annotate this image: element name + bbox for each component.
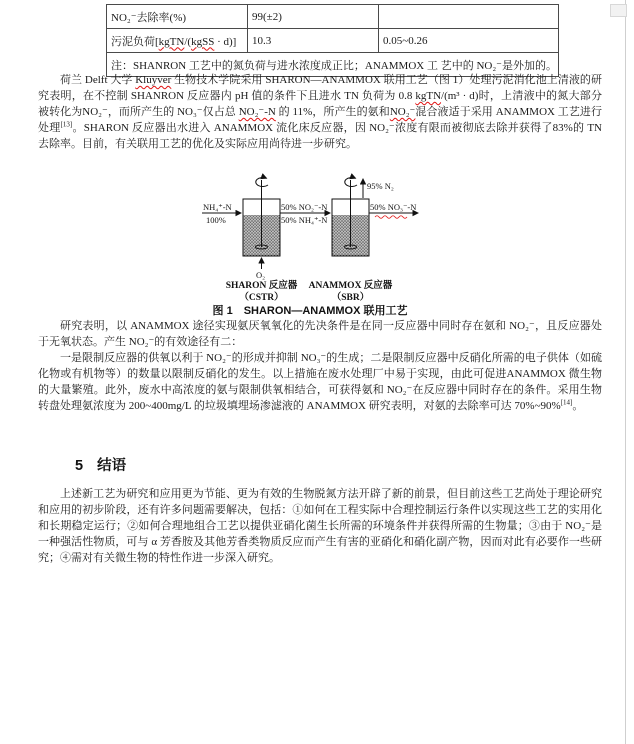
table-cell-empty [379,5,559,29]
intermediate-label-top: 50% NO₂⁻-N [281,202,328,212]
table-cell-param: 污泥负荷[kgTN/(kgSS · d)] [107,29,248,53]
paragraph-two-pathways: 一是限制反应器的供氧以利于 NO₂⁻的形成并抑制 NO₃⁻的生成；二是限制反应器中反硝化所需的电子供体（如硫化物或有机物等）的数量以限制反硝化的发生。以上措施在废水处理厂中易于实现，由此可促进ANAMMOX 微生物的大量繁殖。此外，废水中高浓度的氨与限制供氧相结合，可获得氨和 NO₂⁻在反应器中同时存在的条件。采用生物转盘处理氨浓度为 200~400mg/L 的垃圾填埋场渗滤液的 ANAMMOX 研究表明，对氨的去除率可达 70%~90%[14]。 [38,352,602,412]
influent-label-bottom: 100% [206,215,226,225]
nitrogen-gas-label: 95% N₂ [367,181,394,191]
oxygen-label: O₂ [256,270,266,280]
table-cell-value: 10.3 [248,29,379,53]
intermediate-label-bottom: 50% NH₄⁺-N [281,215,328,225]
page-edge-line [625,0,626,744]
reactor2-name: ANAMMOX 反应器 [308,281,393,291]
table-cell-param: NO₂⁻去除率(%) [107,5,248,29]
table-note: 注：SHANRON 工艺中的氮负荷与进水浓度成正比；ANAMMOX 工 艺中的 NO₂⁻是外加的。 [107,53,559,77]
reactor1-type: （CSTR） [239,293,284,303]
parameters-table [106,4,559,77]
paragraph-conclusion: 上述新工艺为研究和应用更为节能、更为有效的生物脱氮方法开辟了新的前景，但目前这些工艺尚处于理论研究和应用的初步阶段，还有许多问题需要解决，包括：①如何在工程实际中合理控制运行条件以实现这些工艺的实用化和长期稳定运行；②如何合理地组合工艺以提供亚硝化菌生长所需的环境条件并获得所需的生物量；③由于 NO₂⁻是一种强活性物质，可与 α 芳香胺及其他芳香类物质反应而产生有害的亚硝化和硝化副产物，因而对此有必要作一些研究；④需对有关微生物的特性作进一步深入研究。 [38,488,602,564]
section-number: 5 [75,458,84,474]
squiggle-underline [375,216,407,219]
table-row [107,5,559,29]
figure-caption: 图 1 SHARON—ANAMMOX 联用工艺 [212,305,408,317]
effluent-label: 50% NO₃⁻-N [370,202,417,212]
reactor1-name: SHARON 反应器 [225,281,298,291]
figure-1-diagram [170,172,470,320]
influent-label-top: NH₄⁺-N [203,202,232,212]
table-cell-value: 0.05~0.26 [379,29,559,53]
table-row [107,29,559,53]
figure-1 [170,172,470,320]
table-cell-value: 99(±2) [248,5,379,29]
reactor2-type: （SBR） [331,293,370,303]
section-title: 结语 [97,458,127,474]
page-corner-artifact [610,4,627,17]
paragraph-prerequisites: 研究表明，以 ANAMMOX 途径实现氨厌氧氧化的先决条件是在同一反应器中同时存在氨和 NO₂⁻，且反应器处于无氧状态。产生 NO₂⁻的有效途径有二： [38,320,602,348]
section-heading [75,454,126,475]
paragraph-sharon-anammox: 荷兰 Delft 大学 Kluyver 生物技术学院采用 SHARON—ANAMMOX 联用工艺（图 1）处理污泥消化池上清液的研究表明，在不控制 SHANRON 反应器内 pH 值的条件下且进水 TN 负荷为 0.8 kgTN/(m³ · d)时，上清液中的氮大部分被转化为NO₂⁻，而所产生的 NO₃⁻仅占总 NO₂⁻-N 的 11%，所产生的氨和NO₂⁻混合液适于采用 ANAMMOX 工艺进行处理[13]。SHARON 反应器出水进入 ANAMMOX 流化床反应器，因 NO₂⁻浓度有限而被彻底去除并获得了83%的 TN 去除率。目前，有关联用工艺的优化及实际应用尚待进一步研究。 [38,74,602,150]
